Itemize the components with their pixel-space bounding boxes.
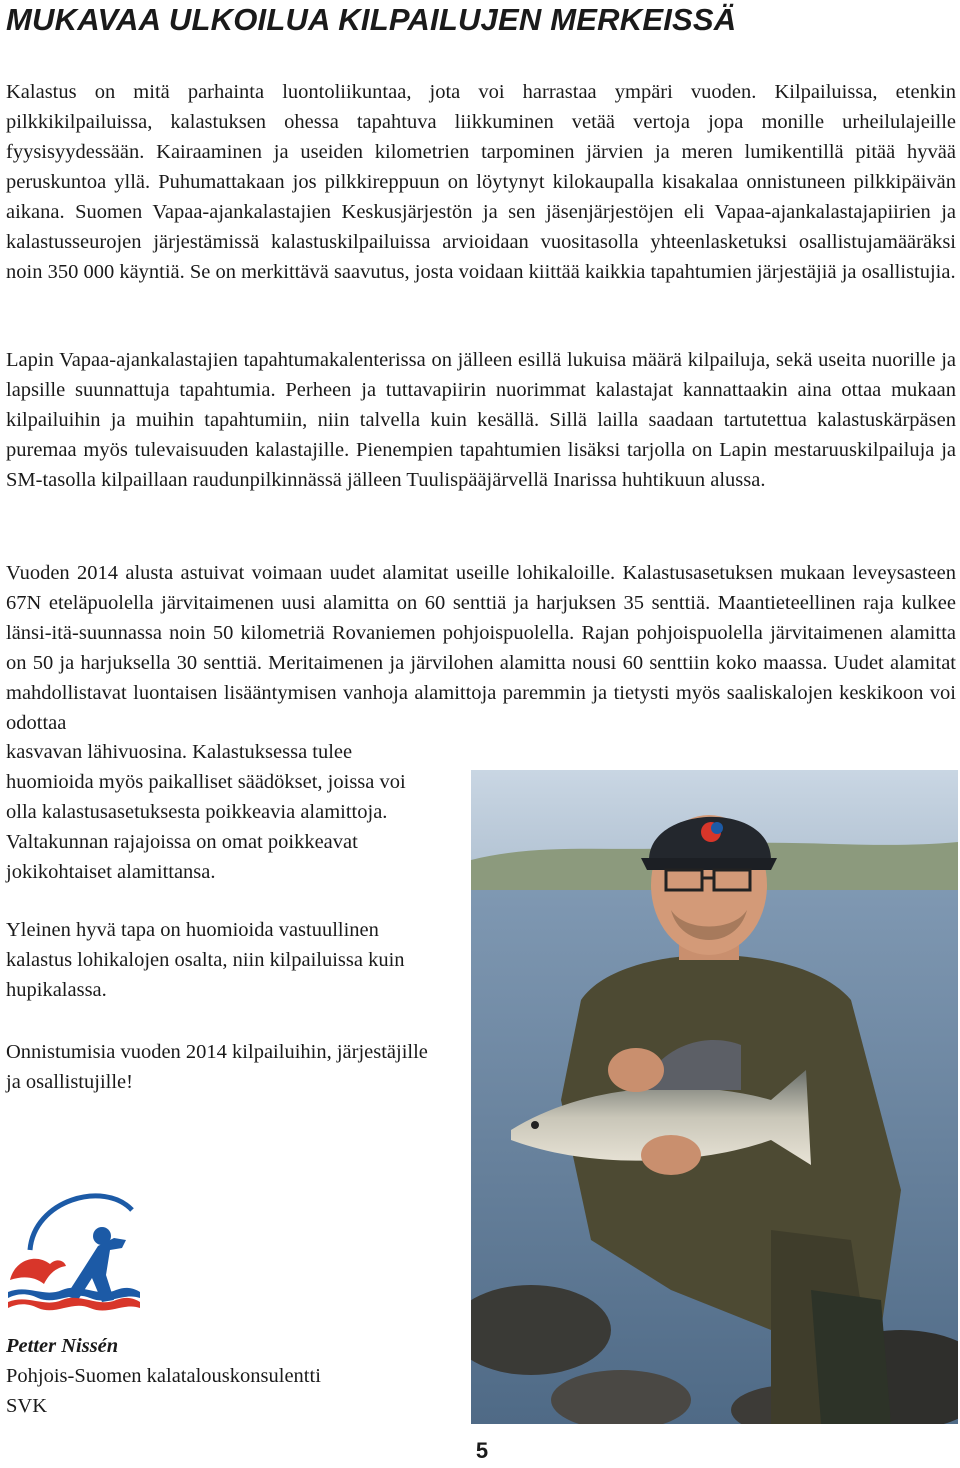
paragraph-intro: Kalastus on mitä parhainta luontoliikuntaa, jota voi harrastaa ympäri vuoden. Kilpailuissa, etenkin pilkkikilpailuissa, kalastuksen ohessa tapahtuva liikkuminen vetää vertoja jopa monille urheilulajeille fyysisyydessään. Kairaaminen ja useiden kilometrien tarpominen järvien ja meren lumikentillä pitää hyvää peruskuntoa yllä. Puhumattakaan jos pilkkireppuun on löytynyt kilokaupalla kisakalaa onnistuneen pilkkipäivän aikana. Suomen Vapaa-ajankalastajien Keskusjärjestön ja sen jäsenjärjestöjen eli Vapaa-ajankalastajapiirien ja kalastusseurojen järjestämissä kalastuskilpailuissa arvioidaan vuositasolla yhteenlasketuksi osallistujamääräksi noin 350 000 käyntiä. Se on merkittävä saavutus, josta voidaan kiittää kaikkia tapahtumien järjestäjiä ja osallistujia. — [6, 81, 956, 283]
paragraph-closing: Onnistumisia vuoden 2014 kilpailuihin, järjestäjille ja osallistujille! — [6, 1041, 428, 1093]
paragraph-size-limits-continued: kasvavan lähivuosina. Kalastuksessa tulee huomioida myös paikalliset säädökset, joissa voi olla kalastusasetuksesta poikkeavia alamittoja. Valtakunnan rajajoissa on omat poikkeavat jokikohtaiset alamittansa. — [6, 741, 406, 883]
paragraph-events: Lapin Vapaa-ajankalastajien tapahtumakalenterissa on jälleen esillä lukuisa määrä kilpailuja, sekä useita nuorille ja lapsille suunnattuja tapahtumia. Perheen ja tuttavapiirin nuorimmat kalastajat kannattaakin aina ottaa mukaan kilpailuihin ja muihin tapahtumiin, niin talvella kuin kesällä. Sillä lailla saadaan tartutettua kalastuskärpäsen puremaa myös tulevaisuuden kalastajille. Pienempien tapahtumien lisäksi tarjolla on Lapin mestaruuskilpailuja ja SM-tasolla kilpaillaan raudunpilkinnässä jälleen Tuulispääjärvellä Inarissa huhtikuun alussa. — [6, 349, 956, 491]
signature-organization: SVK — [6, 1395, 48, 1417]
paragraph-responsible-fishing: Yleinen hyvä tapa on huomioida vastuullinen kalastus lohikalojen osalta, niin kilpailuissa kuin hupikalassa. — [6, 919, 405, 1001]
svk-logo — [4, 1180, 144, 1320]
signature-role: Pohjois-Suomen kalatalouskonsulentti — [6, 1365, 321, 1387]
page-number: 5 — [475, 1438, 489, 1463]
signature-name: Petter Nissén — [6, 1335, 119, 1357]
paragraph-size-limits: Vuoden 2014 alusta astuivat voimaan uudet alamitat useille lohikaloille. Kalastusasetuksen mukaan leveysasteen 67N eteläpuolella järvitaimenen uusi alamitta on 60 senttiä ja harjuksen 35 senttiä. Maantieteellinen raja kulkee länsi-itä-suunnassa noin 50 kilometriä Rovaniemen pohjoispuolella. Rajan pohjoispuolella järvitaimenen alamitta on 50 ja harjuksella 30 senttiä. Meritaimenen ja järvilohen alamitta nousi 60 senttiin koko maassa. Uudet alamitat mahdollistavat luontaisen lisääntymisen vanhoja alamittoja paremmin ja tietysti myös saaliskalojen keskikoon voi odottaa — [6, 562, 956, 734]
photo-fisherman-with-grayling — [471, 770, 958, 1424]
article-title: MUKAVAA ULKOILUA KILPAILUJEN MERKEISSÄ — [6, 2, 737, 37]
